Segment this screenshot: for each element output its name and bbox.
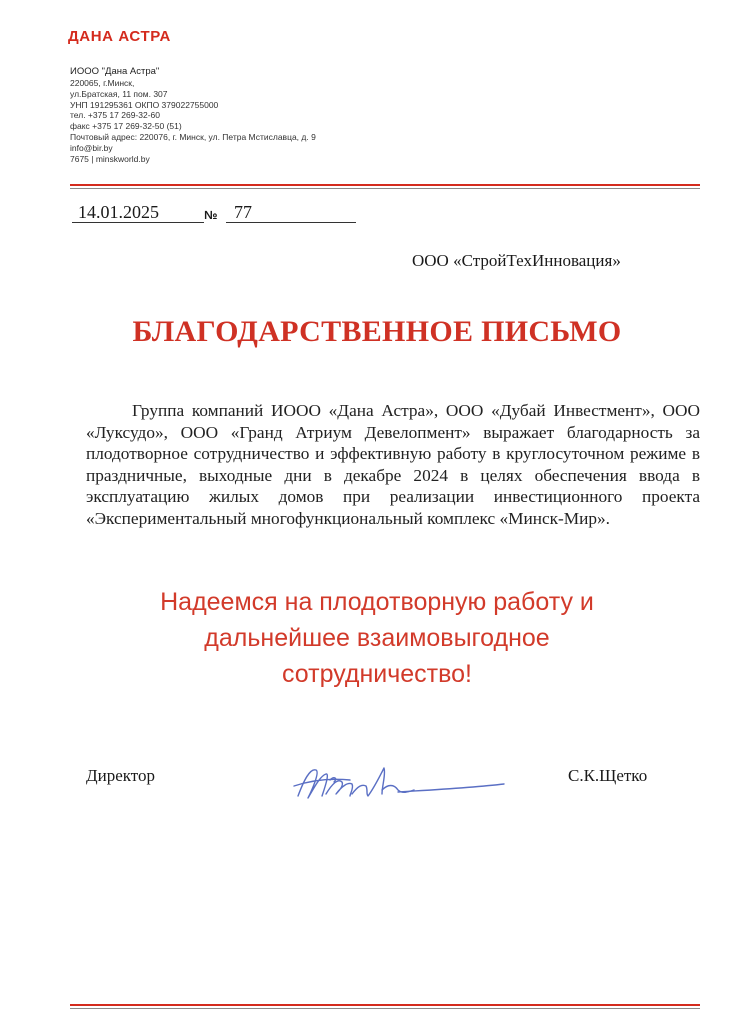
header-divider-gray [70,188,700,189]
letter-title: БЛАГОДАРСТВЕННОЕ ПИСЬМО [132,315,622,348]
address-line: тел. +375 17 269-32-60 [70,110,161,121]
closing-line: Надеемся на плодотворную работу и [160,588,594,616]
recipient: ООО «СтройТехИнновация» [412,251,621,270]
company-name: ИООО "Дана Астра" [70,66,160,77]
footer-divider-gray [70,1008,700,1009]
address-line: 7675 | minskworld.by [70,153,150,164]
closing-line: сотрудничество! [282,660,472,688]
company-logo: ДАНА АСТРА [68,28,171,45]
signatory-position: Директор [86,766,155,785]
address-line: УНП 191295361 ОКПО 379022755000 [70,99,219,110]
number-sign: № [204,208,218,222]
address-line: факс +375 17 269-32-50 (51) [70,121,182,132]
closing-line: дальнейшее взаимовыгодное [204,624,550,652]
letter-body: Группа компаний ИООО «Дана Астра», ООО «Дубай Инвестмент», ООО «Луксудо», ООО «Гранд Атриум Девелопмент» выражает благодарность за плодотворное сотрудничество и эффективную работу в круглосуточном режиме в праздничные, выходные дни в декабре 2024 в целях обеспечения ввода в эксплуатацию жилых домов при реализации инвестиционного проекта «Экспериментальный многофункциональный комплекс «Минск-Мир». [86,401,700,528]
address-line: Почтовый адрес: 220076, г. Минск, ул. Петра Мстиславца, д. 9 [70,131,316,142]
footer-divider-red [70,1004,700,1006]
closing-message [0,584,754,692]
header-divider-red [70,184,700,186]
address-line: info@bir.by [70,142,113,153]
handwritten-signature [290,760,510,815]
address-line: ул.Братская, 11 пом. 307 [70,88,168,99]
address-line: 220065, г.Минск, [70,78,135,88]
letter-date: 14.01.2025 [72,202,204,223]
letter-number: 77 [226,202,356,223]
company-address-block [70,66,316,164]
signatory-name: С.К.Щетко [568,766,648,785]
